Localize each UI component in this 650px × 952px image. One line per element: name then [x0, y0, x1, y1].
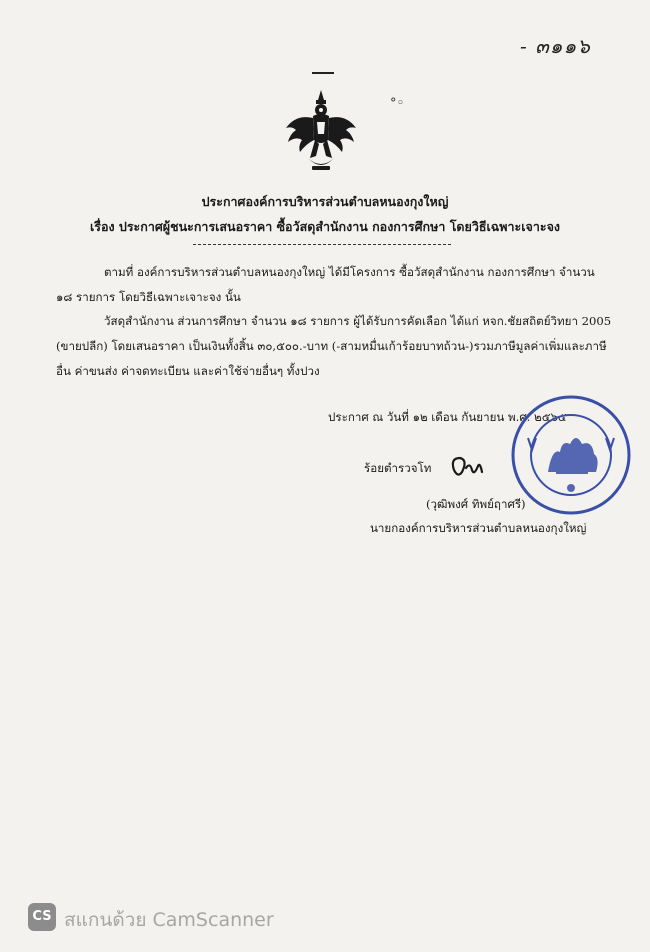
handwritten-dots: °◦ — [390, 96, 405, 111]
camscanner-logo-icon: CS — [28, 903, 56, 931]
body-line-2: ๑๘ รายการ โดยวิธีเฉพาะเจาะจง นั้น — [56, 290, 241, 304]
announcement-title: ประกาศองค์การบริหารส่วนตำบลหนองกุงใหญ่ — [201, 194, 449, 209]
camscanner-watermark: สแกนด้วย CamScanner — [64, 909, 274, 931]
signer-name: (วุฒิพงศ์ ทิพย์ฤาศรี) — [426, 497, 526, 511]
signature-icon — [448, 452, 498, 482]
handwritten-note: - ๓๑๑๖ — [520, 34, 591, 58]
body-line-4: (ขายปลีก) โดยเสนอราคา เป็นเงินทั้งสิ้น ๓๐,๕๐๐.-บาท (-สามหมื่นเก้าร้อยบาทถ้วน-)รวมภาษีมูลค่าเพิ่มและภาษี — [56, 339, 607, 353]
body-line-3: วัสดุสำนักงาน ส่วนการศึกษา จำนวน ๑๘ รายการ ผู้ได้รับการคัดเลือก ได้แก่ หจก.ชัยสถิตย์วิทยา 2005 — [104, 314, 612, 328]
announcement-subject: เรื่อง ประกาศผู้ชนะการเสนอราคา ซื้อวัสดุสำนักงาน กองการศึกษา โดยวิธีเฉพาะเจาะจง — [89, 219, 561, 234]
handwritten-mark — [312, 72, 334, 74]
body-line-5: อื่น ค่าขนส่ง ค่าจดทะเบียน และค่าใช้จ่ายอื่นๆ ทั้งปวง — [56, 364, 320, 378]
body-line-1: ตามที่ องค์การบริหารส่วนตำบลหนองกุงใหญ่ ได้มีโครงการ ซื้อวัสดุสำนักงาน กองการศึกษา จำนวน — [104, 265, 595, 279]
garuda-emblem-icon — [282, 88, 360, 174]
signer-rank: ร้อยตำรวจโท — [364, 461, 432, 475]
separator-line — [193, 244, 451, 245]
announcement-date: ประกาศ ณ วันที่ ๑๒ เดือน กันยายน พ.ศ. ๒๕๖๕ — [328, 410, 567, 424]
official-seal-stamp-icon — [508, 392, 634, 518]
signer-position: นายกองค์การบริหารส่วนตำบลหนองกุงใหญ่ — [370, 521, 587, 535]
